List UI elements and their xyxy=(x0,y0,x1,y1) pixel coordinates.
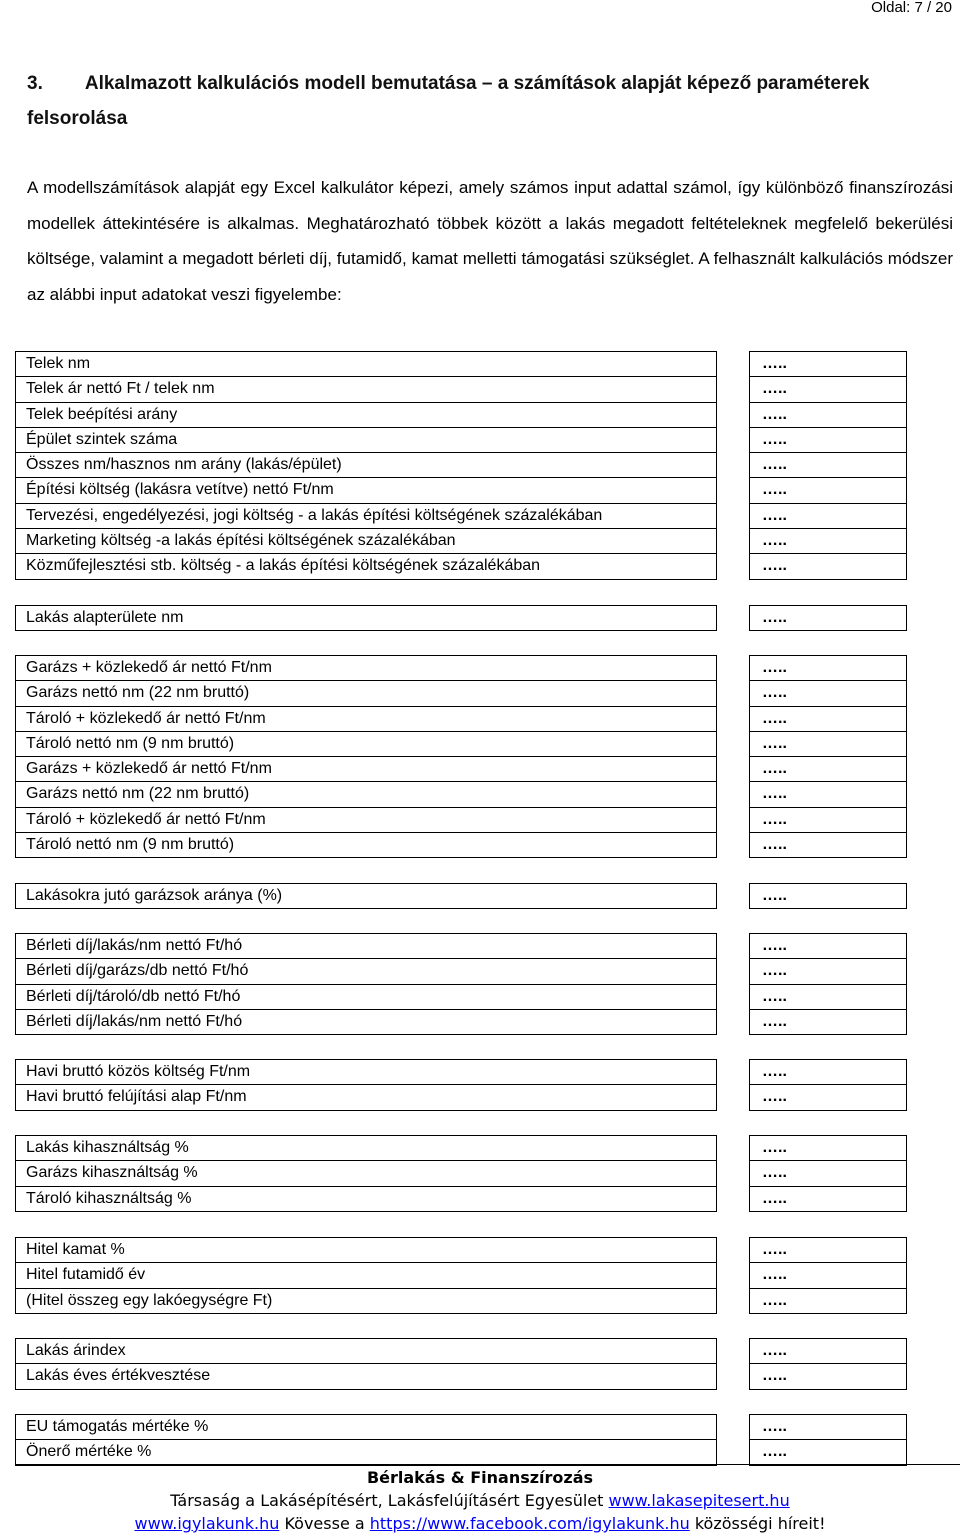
parameter-label: Garázs kihasználtság % xyxy=(15,1160,717,1185)
parameter-value: ….. xyxy=(749,1160,907,1185)
parameter-value: ….. xyxy=(749,1186,907,1212)
footer-community-text: közösségi híreit! xyxy=(694,1514,826,1533)
parameter-label: EU támogatás mértéke % xyxy=(15,1414,717,1439)
parameter-label: Közműfejlesztési stb. költség - a lakás építési költségének százalékában xyxy=(15,553,717,579)
parameter-value: ….. xyxy=(749,781,907,806)
parameter-label: Hitel kamat % xyxy=(15,1237,717,1262)
footer-site-link[interactable]: www.igylakunk.hu xyxy=(134,1514,280,1533)
parameter-value: ….. xyxy=(749,1059,907,1084)
footer-association xyxy=(0,1491,960,1510)
parameter-label: Összes nm/hasznos nm arány (lakás/épület) xyxy=(15,452,717,477)
parameter-value: ….. xyxy=(749,933,907,958)
parameter-value: ….. xyxy=(749,1135,907,1160)
footer-follow-text: Kövesse a xyxy=(284,1514,365,1533)
parameter-value: ….. xyxy=(749,427,907,452)
parameter-label: Bérleti díj/lakás/nm nettó Ft/hó xyxy=(15,1009,717,1035)
parameter-value: ….. xyxy=(749,452,907,477)
parameter-value: ….. xyxy=(749,832,907,858)
parameter-value: ….. xyxy=(749,1414,907,1439)
parameter-value: ….. xyxy=(749,1439,907,1465)
parameter-value: ….. xyxy=(749,1288,907,1314)
section-title: Alkalmazott kalkulációs modell bemutatása – a számítások alapját képező paraméterek felsorolása xyxy=(27,73,870,129)
parameter-value: ….. xyxy=(749,605,907,631)
parameter-label: Bérleti díj/tároló/db nettó Ft/hó xyxy=(15,984,717,1009)
parameter-label: Marketing költség -a lakás építési költségének százalékában xyxy=(15,528,717,553)
footer-facebook-link[interactable]: https://www.facebook.com/igylakunk.hu xyxy=(369,1514,690,1533)
parameter-value: ….. xyxy=(749,958,907,983)
parameter-label: Épület szintek száma xyxy=(15,427,717,452)
parameter-value: ….. xyxy=(749,807,907,832)
parameter-value: ….. xyxy=(749,1009,907,1035)
parameter-value: ….. xyxy=(749,376,907,401)
parameter-value: ….. xyxy=(749,528,907,553)
parameter-label: Építési költség (lakásra vetítve) nettó Ft/nm xyxy=(15,477,717,502)
parameter-label: Lakás kihasználtság % xyxy=(15,1135,717,1160)
parameter-value: ….. xyxy=(749,1338,907,1363)
section-number: 3. xyxy=(27,73,43,94)
parameter-value: ….. xyxy=(749,1262,907,1287)
footer-association-name: Társaság a Lakásépítésért, Lakásfelújításért Egyesület xyxy=(170,1491,604,1510)
parameter-label: Tároló nettó nm (9 nm bruttó) xyxy=(15,832,717,858)
parameter-value: ….. xyxy=(749,402,907,427)
parameter-label: Hitel futamidő év xyxy=(15,1262,717,1287)
parameter-value: ….. xyxy=(749,883,907,909)
parameter-label: Lakás éves értékvesztése xyxy=(15,1363,717,1389)
parameter-label: Havi bruttó felújítási alap Ft/nm xyxy=(15,1084,717,1110)
parameter-value: ….. xyxy=(749,1363,907,1389)
parameter-label: Lakás alapterülete nm xyxy=(15,605,717,631)
parameter-label: Garázs nettó nm (22 nm bruttó) xyxy=(15,781,717,806)
parameter-label: Bérleti díj/garázs/db nettó Ft/hó xyxy=(15,958,717,983)
parameter-label: Lakásokra jutó garázsok aránya (%) xyxy=(15,883,717,909)
parameter-value: ….. xyxy=(749,706,907,731)
parameter-value: ….. xyxy=(749,655,907,680)
parameter-label: Garázs + közlekedő ár nettó Ft/nm xyxy=(15,756,717,781)
parameter-label: Garázs + közlekedő ár nettó Ft/nm xyxy=(15,655,717,680)
parameter-label: Bérleti díj/lakás/nm nettó Ft/hó xyxy=(15,933,717,958)
parameter-label: Tervezési, engedélyezési, jogi költség - a lakás építési költségének százalékában xyxy=(15,503,717,528)
footer-web xyxy=(0,1514,960,1533)
parameter-value: ….. xyxy=(749,984,907,1009)
parameter-label: Tároló + közlekedő ár nettó Ft/nm xyxy=(15,706,717,731)
parameter-value: ….. xyxy=(749,1237,907,1262)
parameter-value: ….. xyxy=(749,731,907,756)
footer-association-link[interactable]: www.lakasepitesert.hu xyxy=(608,1491,790,1510)
parameter-label: Telek beépítési arány xyxy=(15,402,717,427)
parameter-label: Telek nm xyxy=(15,351,717,376)
parameter-label: Tároló + közlekedő ár nettó Ft/nm xyxy=(15,807,717,832)
parameter-value: ….. xyxy=(749,503,907,528)
parameter-value: ….. xyxy=(749,756,907,781)
parameter-label: Garázs nettó nm (22 nm bruttó) xyxy=(15,680,717,705)
parameter-label: Tároló kihasználtság % xyxy=(15,1186,717,1212)
parameter-value: ….. xyxy=(749,477,907,502)
intro-paragraph: A modellszámítások alapját egy Excel kalkulátor képezi, amely számos input adattal számol, így különböző finanszírozási modellek áttekintésére is alkalmas. Meghatározható többek között a lakás megadott feltételeknek megfelelő bekerülési költsége, valamint a megadott bérleti díj, futamidő, kamat melletti támogatási szükséglet. A felhasznált kalkulációs módszer az alábbi input adatokat veszi figyelembe: xyxy=(27,178,953,304)
footer-organization: Bérlakás & Finanszírozás xyxy=(366,1468,594,1487)
parameter-label: Tároló nettó nm (9 nm bruttó) xyxy=(15,731,717,756)
parameter-label: Telek ár nettó Ft / telek nm xyxy=(15,376,717,401)
section-heading xyxy=(27,66,957,136)
page-number: Oldal: 7 / 20 xyxy=(871,0,952,16)
parameter-label: Havi bruttó közös költség Ft/nm xyxy=(15,1059,717,1084)
parameter-label: Lakás árindex xyxy=(15,1338,717,1363)
parameter-value: ….. xyxy=(749,1084,907,1110)
footer-divider xyxy=(15,1464,960,1465)
parameter-label: Önerő mértéke % xyxy=(15,1439,717,1465)
parameter-label: (Hitel összeg egy lakóegységre Ft) xyxy=(15,1288,717,1314)
parameter-value: ….. xyxy=(749,351,907,376)
parameter-value: ….. xyxy=(749,680,907,705)
parameter-value: ….. xyxy=(749,553,907,579)
